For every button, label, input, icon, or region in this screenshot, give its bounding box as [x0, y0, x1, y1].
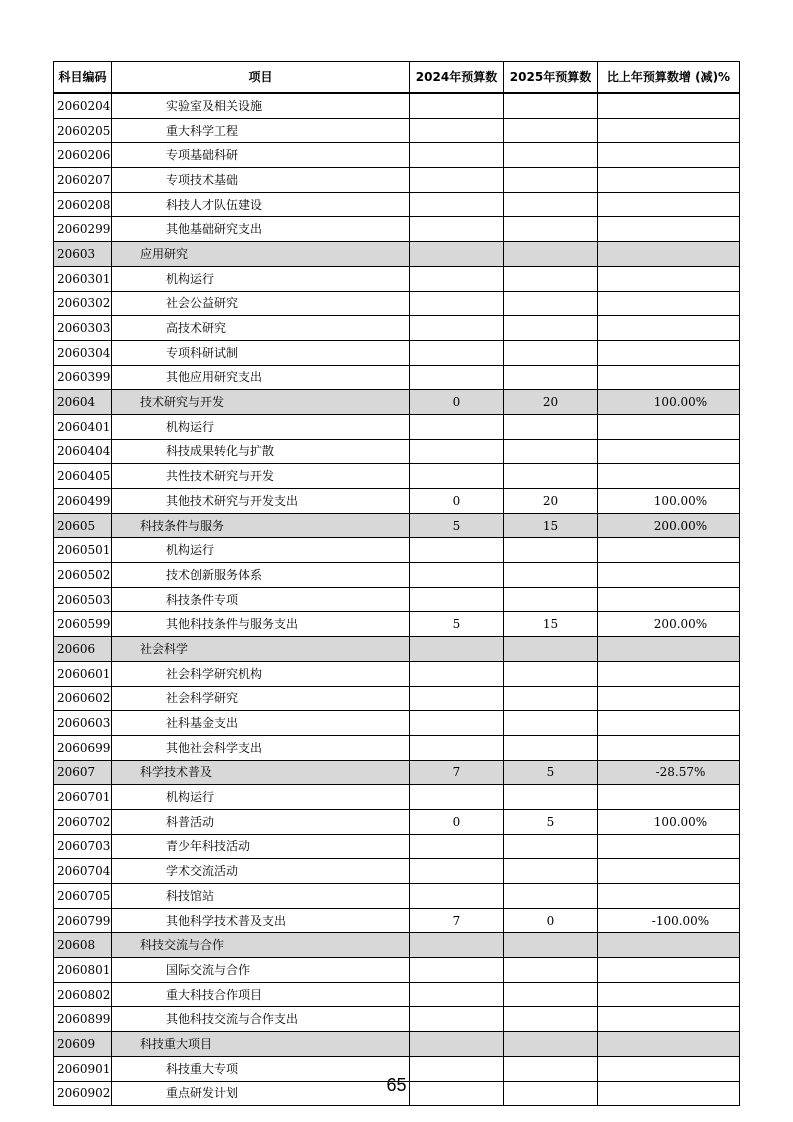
row-2025-budget-cell — [504, 168, 598, 193]
row-code-cell: 2060304 — [54, 340, 112, 365]
row-name-cell: 其他基础研究支出 — [112, 217, 410, 242]
row-name-cell: 其他科技交流与合作支出 — [112, 1007, 410, 1032]
row-2025-budget-cell — [504, 143, 598, 168]
table-row — [54, 884, 740, 909]
row-change-percent-cell — [598, 637, 740, 662]
row-2025-budget-cell — [504, 711, 598, 736]
row-2024-budget-cell — [410, 291, 504, 316]
row-2024-budget-cell — [410, 242, 504, 267]
row-name-cell: 专项技术基础 — [112, 168, 410, 193]
row-2025-budget-cell: 20 — [504, 390, 598, 415]
row-code-cell: 20609 — [54, 1032, 112, 1057]
row-2025-budget-cell: 5 — [504, 809, 598, 834]
row-code-cell: 20605 — [54, 513, 112, 538]
table-row — [54, 686, 740, 711]
row-2024-budget-cell — [410, 711, 504, 736]
row-code-cell: 2060204 — [54, 93, 112, 118]
row-change-percent-cell — [598, 93, 740, 118]
row-2024-budget-cell — [410, 587, 504, 612]
row-2025-budget-cell — [504, 958, 598, 983]
row-code-cell: 2060802 — [54, 982, 112, 1007]
row-2025-budget-cell: 20 — [504, 489, 598, 514]
row-change-percent-cell — [598, 192, 740, 217]
row-2025-budget-cell — [504, 637, 598, 662]
row-change-percent-cell — [598, 414, 740, 439]
row-2025-budget-cell — [504, 118, 598, 143]
row-2024-budget-cell — [410, 834, 504, 859]
row-code-cell: 2060207 — [54, 168, 112, 193]
row-change-percent-cell: -100.00% — [598, 908, 740, 933]
row-code-cell: 2060603 — [54, 711, 112, 736]
row-name-cell: 学术交流活动 — [112, 859, 410, 884]
row-code-cell: 2060301 — [54, 266, 112, 291]
row-name-cell: 科技人才队伍建设 — [112, 192, 410, 217]
row-2024-budget-cell — [410, 316, 504, 341]
row-name-cell: 重大科学工程 — [112, 118, 410, 143]
table-category-row — [54, 390, 740, 415]
row-2024-budget-cell — [410, 538, 504, 563]
row-2024-budget-cell — [410, 958, 504, 983]
row-change-percent-cell — [598, 982, 740, 1007]
row-name-cell: 科技重大项目 — [112, 1032, 410, 1057]
header-change-percent: 比上年预算数增 (减)% — [598, 62, 740, 94]
row-change-percent-cell — [598, 587, 740, 612]
row-change-percent-cell — [598, 958, 740, 983]
row-2024-budget-cell — [410, 143, 504, 168]
row-code-cell: 20604 — [54, 390, 112, 415]
row-name-cell: 国际交流与合作 — [112, 958, 410, 983]
row-code-cell: 2060901 — [54, 1056, 112, 1081]
row-2024-budget-cell — [410, 266, 504, 291]
header-2025-budget: 2025年预算数 — [504, 62, 598, 94]
row-code-cell: 20603 — [54, 242, 112, 267]
page-number: 65 — [386, 1075, 407, 1095]
row-name-cell: 技术创新服务体系 — [112, 563, 410, 588]
header-name: 项目 — [112, 62, 410, 94]
row-change-percent-cell: 100.00% — [598, 809, 740, 834]
row-name-cell: 社会公益研究 — [112, 291, 410, 316]
row-code-cell: 2060702 — [54, 809, 112, 834]
row-2025-budget-cell — [504, 686, 598, 711]
row-2024-budget-cell: 7 — [410, 908, 504, 933]
row-change-percent-cell — [598, 686, 740, 711]
row-code-cell: 20608 — [54, 933, 112, 958]
row-name-cell: 机构运行 — [112, 785, 410, 810]
row-2025-budget-cell — [504, 859, 598, 884]
row-2024-budget-cell — [410, 1032, 504, 1057]
row-code-cell: 2060902 — [54, 1081, 112, 1106]
table-row — [54, 612, 740, 637]
table-row — [54, 489, 740, 514]
row-2025-budget-cell — [504, 587, 598, 612]
row-2025-budget-cell — [504, 834, 598, 859]
row-name-cell: 应用研究 — [112, 242, 410, 267]
row-2024-budget-cell — [410, 439, 504, 464]
row-2024-budget-cell — [410, 192, 504, 217]
row-name-cell: 科技条件专项 — [112, 587, 410, 612]
row-name-cell: 机构运行 — [112, 414, 410, 439]
table-category-row — [54, 1032, 740, 1057]
table-category-row — [54, 513, 740, 538]
row-2025-budget-cell — [504, 982, 598, 1007]
row-code-cell: 2060601 — [54, 661, 112, 686]
table-row — [54, 414, 740, 439]
row-code-cell: 2060801 — [54, 958, 112, 983]
row-change-percent-cell — [598, 266, 740, 291]
table-category-row — [54, 933, 740, 958]
row-code-cell: 2060502 — [54, 563, 112, 588]
table-row — [54, 1007, 740, 1032]
row-2025-budget-cell — [504, 785, 598, 810]
table-row — [54, 439, 740, 464]
row-2024-budget-cell — [410, 982, 504, 1007]
row-2024-budget-cell — [410, 686, 504, 711]
row-change-percent-cell — [598, 1007, 740, 1032]
row-change-percent-cell — [598, 316, 740, 341]
row-2024-budget-cell: 0 — [410, 809, 504, 834]
row-change-percent-cell — [598, 735, 740, 760]
row-name-cell: 其他科技条件与服务支出 — [112, 612, 410, 637]
row-name-cell: 社科基金支出 — [112, 711, 410, 736]
row-2025-budget-cell: 15 — [504, 612, 598, 637]
row-2025-budget-cell — [504, 365, 598, 390]
table-row — [54, 735, 740, 760]
row-2024-budget-cell — [410, 93, 504, 118]
table-row — [54, 217, 740, 242]
row-2025-budget-cell — [504, 266, 598, 291]
row-2025-budget-cell — [504, 1032, 598, 1057]
table-row — [54, 316, 740, 341]
row-code-cell: 2060302 — [54, 291, 112, 316]
row-2024-budget-cell — [410, 785, 504, 810]
row-2025-budget-cell — [504, 316, 598, 341]
row-2024-budget-cell: 7 — [410, 760, 504, 785]
row-change-percent-cell — [598, 661, 740, 686]
row-2024-budget-cell: 0 — [410, 390, 504, 415]
row-2024-budget-cell — [410, 637, 504, 662]
row-code-cell: 2060599 — [54, 612, 112, 637]
header-code: 科目编码 — [54, 62, 112, 94]
row-2024-budget-cell — [410, 168, 504, 193]
table-body — [54, 93, 740, 1106]
row-name-cell: 青少年科技活动 — [112, 834, 410, 859]
row-name-cell: 社会科学 — [112, 637, 410, 662]
row-2024-budget-cell — [410, 859, 504, 884]
row-name-cell: 其他社会科学支出 — [112, 735, 410, 760]
table-row — [54, 291, 740, 316]
row-code-cell: 20606 — [54, 637, 112, 662]
table-row — [54, 908, 740, 933]
row-name-cell: 其他应用研究支出 — [112, 365, 410, 390]
row-2025-budget-cell — [504, 1007, 598, 1032]
row-change-percent-cell — [598, 464, 740, 489]
row-change-percent-cell — [598, 1032, 740, 1057]
table-row — [54, 192, 740, 217]
table-category-row — [54, 242, 740, 267]
row-code-cell: 2060701 — [54, 785, 112, 810]
row-code-cell: 2060401 — [54, 414, 112, 439]
row-2025-budget-cell — [504, 538, 598, 563]
row-name-cell: 专项科研试制 — [112, 340, 410, 365]
row-code-cell: 20607 — [54, 760, 112, 785]
row-change-percent-cell — [598, 365, 740, 390]
row-change-percent-cell — [598, 340, 740, 365]
table-row — [54, 785, 740, 810]
row-2024-budget-cell — [410, 933, 504, 958]
row-2025-budget-cell — [504, 563, 598, 588]
table-row — [54, 809, 740, 834]
table-row — [54, 168, 740, 193]
row-2025-budget-cell — [504, 933, 598, 958]
row-name-cell: 重点研发计划 — [112, 1081, 410, 1106]
row-code-cell: 2060405 — [54, 464, 112, 489]
table-category-row — [54, 760, 740, 785]
row-change-percent-cell — [598, 859, 740, 884]
row-2025-budget-cell: 15 — [504, 513, 598, 538]
row-2024-budget-cell — [410, 414, 504, 439]
row-2024-budget-cell: 5 — [410, 612, 504, 637]
table-row — [54, 266, 740, 291]
row-2024-budget-cell: 0 — [410, 489, 504, 514]
row-code-cell: 2060206 — [54, 143, 112, 168]
row-2025-budget-cell — [504, 414, 598, 439]
row-name-cell: 技术研究与开发 — [112, 390, 410, 415]
row-2025-budget-cell — [504, 93, 598, 118]
table-row — [54, 711, 740, 736]
row-2025-budget-cell — [504, 291, 598, 316]
table-header-row — [54, 62, 740, 94]
row-name-cell: 社会科学研究 — [112, 686, 410, 711]
row-code-cell: 2060208 — [54, 192, 112, 217]
table-row — [54, 143, 740, 168]
row-2025-budget-cell — [504, 217, 598, 242]
row-name-cell: 重大科技合作项目 — [112, 982, 410, 1007]
row-name-cell: 机构运行 — [112, 538, 410, 563]
row-code-cell: 2060404 — [54, 439, 112, 464]
row-2024-budget-cell — [410, 464, 504, 489]
row-code-cell: 2060602 — [54, 686, 112, 711]
row-name-cell: 其他技术研究与开发支出 — [112, 489, 410, 514]
row-2025-budget-cell — [504, 661, 598, 686]
row-2024-budget-cell — [410, 365, 504, 390]
row-code-cell: 2060299 — [54, 217, 112, 242]
row-2024-budget-cell: 5 — [410, 513, 504, 538]
row-name-cell: 科学技术普及 — [112, 760, 410, 785]
table-row — [54, 563, 740, 588]
header-2024-budget: 2024年预算数 — [410, 62, 504, 94]
row-2024-budget-cell — [410, 884, 504, 909]
row-name-cell: 科技馆站 — [112, 884, 410, 909]
row-name-cell: 专项基础科研 — [112, 143, 410, 168]
row-code-cell: 2060205 — [54, 118, 112, 143]
row-change-percent-cell: 100.00% — [598, 489, 740, 514]
row-change-percent-cell — [598, 834, 740, 859]
row-name-cell: 科技交流与合作 — [112, 933, 410, 958]
row-change-percent-cell — [598, 242, 740, 267]
row-2025-budget-cell: 5 — [504, 760, 598, 785]
row-2024-budget-cell — [410, 563, 504, 588]
row-2024-budget-cell — [410, 1007, 504, 1032]
row-name-cell: 科技成果转化与扩散 — [112, 439, 410, 464]
row-name-cell: 机构运行 — [112, 266, 410, 291]
budget-table — [53, 61, 740, 1106]
row-name-cell: 科技重大专项 — [112, 1056, 410, 1081]
row-change-percent-cell — [598, 217, 740, 242]
row-2025-budget-cell — [504, 192, 598, 217]
row-2024-budget-cell — [410, 217, 504, 242]
table-row — [54, 464, 740, 489]
row-code-cell: 2060705 — [54, 884, 112, 909]
row-code-cell: 2060799 — [54, 908, 112, 933]
row-2025-budget-cell — [504, 340, 598, 365]
table-row — [54, 958, 740, 983]
row-change-percent-cell — [598, 785, 740, 810]
row-code-cell: 2060699 — [54, 735, 112, 760]
row-code-cell: 2060501 — [54, 538, 112, 563]
row-2025-budget-cell — [504, 464, 598, 489]
row-change-percent-cell — [598, 563, 740, 588]
table-row — [54, 834, 740, 859]
row-name-cell: 科普活动 — [112, 809, 410, 834]
row-name-cell: 其他科学技术普及支出 — [112, 908, 410, 933]
row-2025-budget-cell: 0 — [504, 908, 598, 933]
row-2024-budget-cell — [410, 661, 504, 686]
row-name-cell: 社会科学研究机构 — [112, 661, 410, 686]
table-row — [54, 661, 740, 686]
row-change-percent-cell: -28.57% — [598, 760, 740, 785]
row-change-percent-cell — [598, 538, 740, 563]
row-2025-budget-cell — [504, 884, 598, 909]
row-name-cell: 科技条件与服务 — [112, 513, 410, 538]
row-2025-budget-cell — [504, 735, 598, 760]
table-row — [54, 365, 740, 390]
table-row — [54, 587, 740, 612]
row-code-cell: 2060499 — [54, 489, 112, 514]
row-change-percent-cell — [598, 439, 740, 464]
row-change-percent-cell: 200.00% — [598, 612, 740, 637]
table-row — [54, 859, 740, 884]
table-row — [54, 538, 740, 563]
row-change-percent-cell: 100.00% — [598, 390, 740, 415]
row-change-percent-cell: 200.00% — [598, 513, 740, 538]
table-category-row — [54, 637, 740, 662]
row-2024-budget-cell — [410, 118, 504, 143]
row-2025-budget-cell — [504, 439, 598, 464]
row-change-percent-cell — [598, 933, 740, 958]
row-change-percent-cell — [598, 118, 740, 143]
table-row — [54, 93, 740, 118]
row-change-percent-cell — [598, 884, 740, 909]
table-row — [54, 982, 740, 1007]
row-code-cell: 2060503 — [54, 587, 112, 612]
row-change-percent-cell — [598, 168, 740, 193]
row-code-cell: 2060399 — [54, 365, 112, 390]
row-name-cell: 实验室及相关设施 — [112, 93, 410, 118]
row-code-cell: 2060899 — [54, 1007, 112, 1032]
row-change-percent-cell — [598, 291, 740, 316]
row-name-cell: 高技术研究 — [112, 316, 410, 341]
row-2024-budget-cell — [410, 735, 504, 760]
row-2025-budget-cell — [504, 242, 598, 267]
row-code-cell: 2060704 — [54, 859, 112, 884]
row-change-percent-cell — [598, 711, 740, 736]
table-row — [54, 118, 740, 143]
row-change-percent-cell — [598, 143, 740, 168]
row-name-cell: 共性技术研究与开发 — [112, 464, 410, 489]
row-code-cell: 2060703 — [54, 834, 112, 859]
row-code-cell: 2060303 — [54, 316, 112, 341]
table-row — [54, 340, 740, 365]
row-2024-budget-cell — [410, 340, 504, 365]
